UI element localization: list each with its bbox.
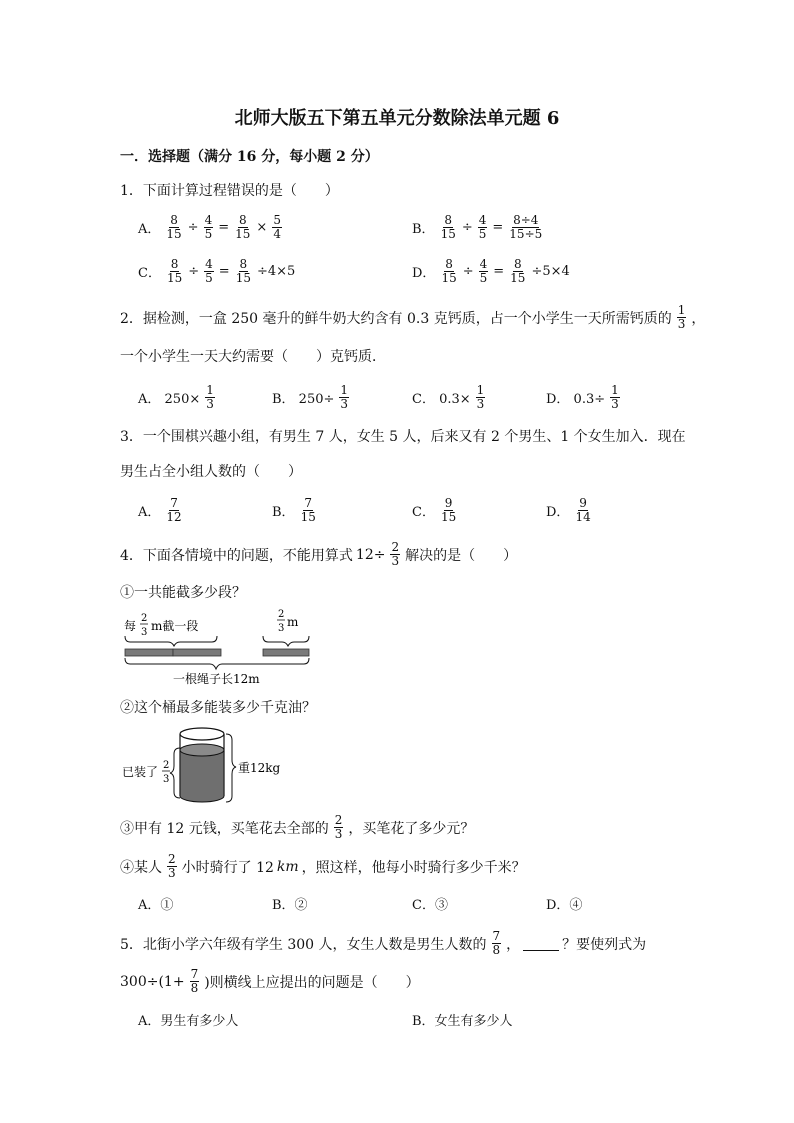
fraction: $\frac{8}{15}$ [166,257,183,285]
fraction: $\frac{9}{15}$ [440,496,457,524]
fraction: $\frac{8}{15}$ [166,213,182,241]
loaded-label: 已装了 [122,765,159,779]
q4-scenario-2: ②这个桶最多能装多少千克油？ [120,700,316,716]
q5-option-b[interactable]: B．女生有多少人 [412,1014,513,1029]
fraction: $\frac{1}{3}$ [340,383,349,411]
fraction: $\frac{8}{15}$ [235,213,251,241]
rope-cut-label: m截一段 [151,619,199,633]
fraction: $\frac{8}{15}$ [510,257,526,285]
q1-option-d[interactable] [412,258,570,285]
fraction: $\frac{4}{5}$ [479,257,488,285]
top-brace-right [263,636,309,646]
fraction: $\frac{8\div 4}{15\div 5}$ [509,213,543,241]
oil-fill [180,750,224,802]
q4-option-c[interactable]: C．③ [412,898,448,913]
fraction: $\frac{4}{5}$ [205,257,213,285]
fraction: $\frac{7}{8}$ [492,929,501,957]
rope-m-label: m [287,615,299,629]
q4-option-a[interactable]: A．① [138,898,174,913]
equals-sign: = [218,220,230,235]
rope-segment-2 [173,649,221,656]
svg-text:2: 2 [141,613,148,624]
equals-sign: = [493,264,505,279]
q2-stem-line2: 一个小学生一天大约需要（ ）克钙质． [120,349,386,365]
fraction: $\frac{7}{8}$ [190,967,199,995]
fraction: $\frac{8}{15}$ [235,257,251,285]
fraction: $\frac{4}{5}$ [478,213,487,241]
divide-sign: ÷ [187,220,199,235]
fraction: $\frac{4}{5}$ [204,213,213,241]
bucket-rim [180,728,224,740]
fraction: $\frac{1}{3}$ [206,383,214,411]
fraction: $\frac{1}{3}$ [611,383,619,411]
rope-figure [118,606,318,688]
q5-stem-line2: 300÷(1+ $\frac{7}{8}$ )则横线上应提出的问题是（ ） [120,967,420,995]
q3-option-a[interactable]: A． $\frac{7}{12}$ [138,496,182,524]
oil-surface [180,744,224,756]
fraction: $\frac{7}{12}$ [166,496,182,524]
q3-stem-line2: 男生占全小组人数的（ ） [120,464,302,480]
svg-text:2: 2 [278,609,285,620]
fraction [140,613,148,638]
fraction [162,760,170,785]
fraction: $\frac{9}{14}$ [575,496,591,524]
right-brace [226,734,236,802]
fraction: $\frac{1}{3}$ [476,383,485,411]
rope-segment-1 [125,649,173,656]
q1-option-b[interactable] [412,214,545,241]
expression-tail: ÷5×4 [531,264,570,279]
bucket-figure [118,722,288,806]
fraction: $\frac{2}{3}$ [168,852,176,880]
section-heading: 一．选择题（满分 16 分，每小题 2 分） [120,149,379,165]
rope-segment-last [263,649,309,656]
fraction: $\frac{2}{3}$ [334,813,343,841]
fraction: $\frac{1}{3}$ [677,303,686,331]
fraction: $\frac{7}{15}$ [300,496,316,524]
q4-scenario-4: ④某人 $\frac{2}{3}$ 小时骑行了 12 km ，照这样，他每小时骑行多少千米？ [120,852,526,880]
fraction: $\frac{2}{3}$ [391,540,400,568]
weight-label: 重12kg [238,761,281,775]
q2-option-d[interactable]: D． 0.3÷ $\frac{1}{3}$ [546,383,619,411]
divide-sign: ÷ [188,264,200,279]
option-label: B． [412,222,435,237]
fraction: $\frac{8}{15}$ [440,213,456,241]
left-brace [170,748,180,798]
q2-option-a[interactable]: A． 250× $\frac{1}{3}$ [138,383,214,411]
option-label: A． [138,222,161,237]
svg-text:3: 3 [141,627,148,638]
fraction [277,609,285,634]
q1-stem: 1．下面计算过程错误的是（ ） [120,183,339,199]
q2-option-c[interactable]: C． 0.3× $\frac{1}{3}$ [412,383,485,411]
top-brace-left [125,636,217,646]
fraction: $\frac{8}{15}$ [441,257,457,285]
svg-text:2: 2 [163,760,170,771]
divide-sign: ÷ [461,220,473,235]
q4-scenario-3: ③甲有 12 元钱，买笔花去全部的 $\frac{2}{3}$ ，买笔花了多少元？ [120,813,475,841]
q3-option-d[interactable]: D． $\frac{9}{14}$ [546,496,591,524]
q4-option-b[interactable]: B．② [272,898,308,913]
q4-stem: 4．下面各情境中的问题，不能用算式 12÷ $\frac{2}{3}$ 解决的是（ ） [120,540,518,568]
divide-sign: ÷ [462,264,474,279]
q5-stem-line1: 5．北街小学六年级有学生 300 人，女生人数是男生人数的 $\frac{7}{8}$ ， ？要使列式为 [120,929,647,957]
page-title: 北师大版五下第五单元分数除法单元题 6 [234,108,560,129]
q1-option-c[interactable] [138,258,295,285]
rope-every-label: 每 [124,619,137,633]
equals-sign: = [218,264,230,279]
svg-text:3: 3 [278,623,285,634]
q2-stem-line1: 2．据检测，一盒 250 毫升的鲜牛奶大约含有 0.3 克钙质，占一个小学生一天所需钙质的 $\frac{1}{3}$ ， [120,303,706,331]
rope-length-label: 一根绳子长12m [173,672,260,686]
q5-option-a[interactable]: A．男生有多少人 [138,1014,239,1029]
fraction: $\frac{5}{4}$ [273,213,281,241]
equals-sign: = [492,220,504,235]
q4-option-d[interactable]: D．④ [546,898,583,913]
q2-option-b[interactable]: B． 250÷ $\frac{1}{3}$ [272,383,349,411]
bottom-brace [125,658,309,669]
expression-tail: ÷4×5 [256,264,296,279]
option-label: C． [138,266,161,281]
q4-scenario-1: ①一共能截多少段？ [120,585,246,601]
q3-option-c[interactable]: C． $\frac{9}{15}$ [412,496,457,524]
q3-stem-line1: 3．一个围棋兴趣小组，有男生 7 人，女生 5 人，后来又有 2 个男生、1 个女生加入．现在 [120,429,686,445]
q3-option-b[interactable]: B． $\frac{7}{15}$ [272,496,316,524]
svg-text:3: 3 [163,774,170,785]
q1-option-a[interactable] [138,214,284,241]
option-label: D． [412,266,436,281]
answer-blank[interactable] [523,936,559,951]
times-sign: × [256,220,268,235]
